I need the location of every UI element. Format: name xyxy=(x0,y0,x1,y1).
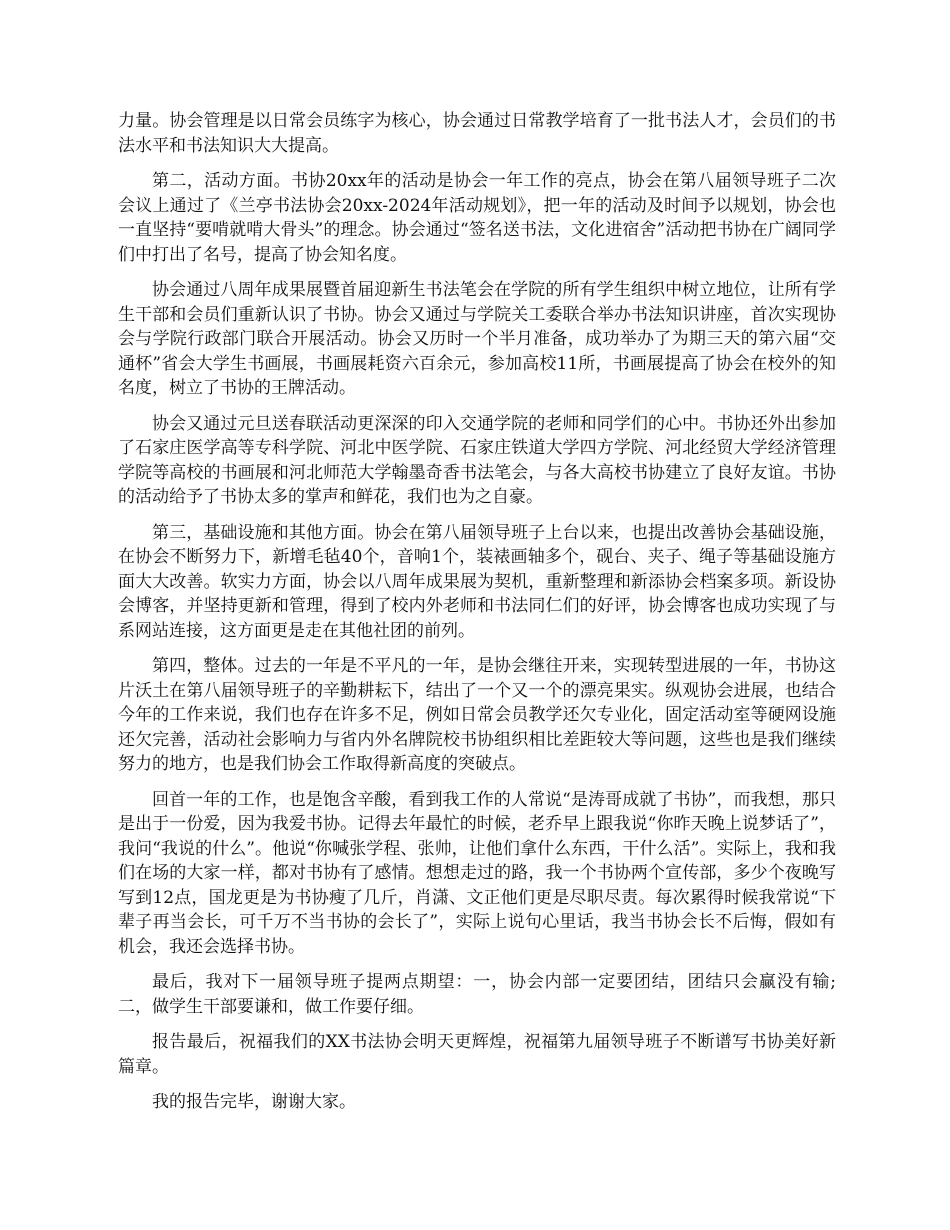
paragraph-continuation: 力量。协会管理是以日常会员练字为核心，协会通过日常教学培育了一批书法人才，会员们的书法水平和书法知识大大提高。 xyxy=(118,111,836,156)
paragraph-closing: 我的报告完毕，谢谢大家。 xyxy=(152,1092,356,1112)
paragraph-infrastructure: 第三，基础设施和其他方面。协会在第八届领导班子上台以来，也提出改善协会基础设施，在协会不断努力下，新增毛毡40个，音响1个，装裱画轴多个，砚台、夹子、绳子等基础设施方面大大改善。软实力方面，协会以八周年成果展为契机，重新整理和新添协会档案多项。新设协会博客，并坚持更新和管理，得到了校内外老师和书法同仁们的好评，协会博客也成功实现了与系网站连接，这方面更是走在其他社团的前列。 xyxy=(118,522,836,641)
paragraph-couplets: 协会又通过元旦送春联活动更深深的印入交通学院的老师和同学们的心中。书协还外出参加了石家庄医学高等专科学院、河北中医学院、石家庄铁道大学四方学院、河北经贸大学经济管理学院等高校的书画展和河北师范大学翰墨奇香书法笔会，与各大高校书协建立了良好友谊。书协的活动给予了书协太多的掌声和鲜花，我们也为之自豪。 xyxy=(118,413,836,507)
paragraph-overall: 第四，整体。过去的一年是不平凡的一年，是协会继往开来，实现转型进展的一年，书协这片沃土在第八届领导班子的辛勤耕耘下，结出了一个又一个的漂亮果实。纵观协会进展，也结合今年的工作来说，我们也存在许多不足，例如日常会员教学还欠专业化，固定活动室等硬网设施还欠完善，活动社会影响力与省内外名牌院校书协组织相比差距较大等问题，这些也是我们继续努力的地方，也是我们协会工作取得新高度的突破点。 xyxy=(118,656,836,774)
paragraph-blessing: 报告最后，祝福我们的XX书法协会明天更辉煌，祝福第九届领导班子不断谱写书协美好新篇章。 xyxy=(118,1032,836,1077)
paragraph-reflection: 回首一年的工作，也是饱含辛酸，看到我工作的人常说“是涛哥成就了书协”，而我想，那只是出于一份爱，因为我爱书协。记得去年最忙的时候，老乔早上跟我说“你昨天晚上说梦话了”，我问“我说的什么”。他说“你喊张学程、张帅，让他们拿什么东西，干什么活”。实际上，我和我们在场的大家一样，都对书协有了感情。想想走过的路，我一个书协两个宣传部，多少个夜晚写写到12点，国龙更是为书协瘦了几斤，肖潇、文正他们更是尽职尽责。每次累得时候我常说“下辈子再当会长，可千万不当书协的会长了”，实际上说句心里话，我当书协会长不后悔，假如有机会，我还会选择书协。 xyxy=(118,789,836,957)
paragraph-expectations: 最后，我对下一届领导班子提两点期望：一，协会内部一定要团结，团结只会赢没有输;二，做学生干部要谦和，做工作要仔细。 xyxy=(118,972,836,1017)
paragraph-exhibition: 协会通过八周年成果展暨首届迎新生书法笔会在学院的所有学生组织中树立地位，让所有学生干部和会员们重新认识了书协。协会又通过与学院关工委联合举办书法知识讲座，首次实现协会与学院行政部门联合开展活动。协会又历时一个半月准备，成功举办了为期三天的第六届“交通杯”省会大学生书画展，书画展耗资六百余元，参加高校11所，书画展提高了协会在校外的知名度，树立了书协的王牌活动。 xyxy=(118,280,836,398)
document-body xyxy=(118,109,836,1126)
paragraph-activities: 第二，活动方面。书协20xx年的活动是协会一年工作的亮点，协会在第八届领导班子二次会议上通过了《兰亭书法协会20xx-2024年活动规划》，把一年的活动及时间予以规划，协会也一直坚持“要啃就啃大骨头”的理念。协会通过“签名送书法，文化进宿舍”活动把书协在广阔同学们中打出了名号，提高了协会知名度。 xyxy=(118,171,836,265)
